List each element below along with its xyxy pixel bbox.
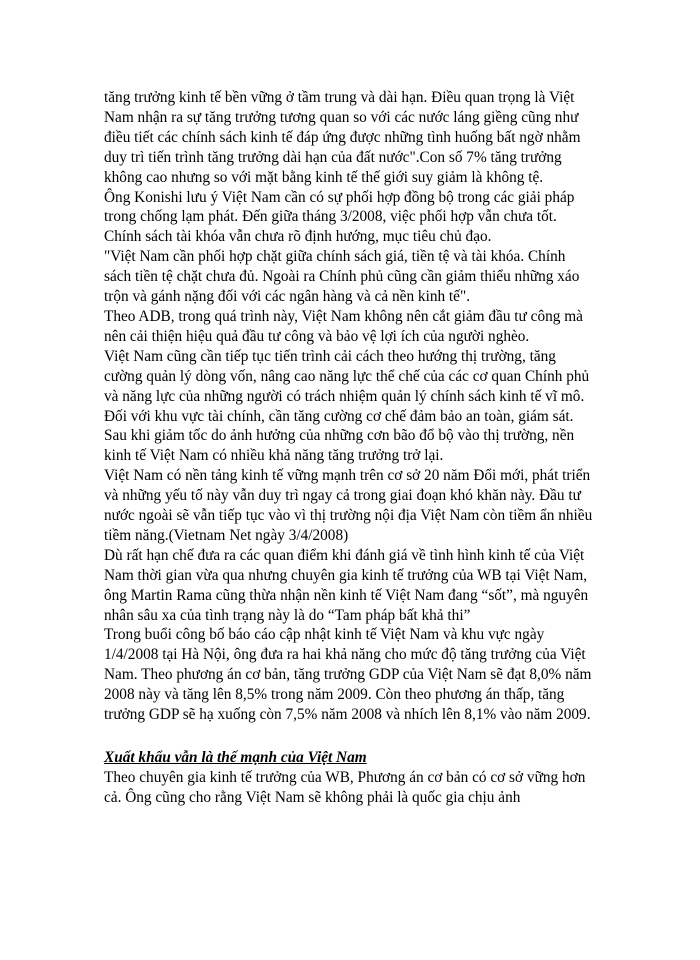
paragraph-6: Sau khi giảm tốc do ảnh hưởng của những cơn bão đổ bộ vào thị trường, nền kinh tế Việt Nam có nhiều khả năng tăng trưởng trở lại. (104, 427, 575, 465)
paragraph-5: Việt Nam cũng cần tiếp tục tiến trình cải cách theo hướng thị trường, tăng cường quản lý dòng vốn, nâng cao năng lực thể chế của các cơ quan Chính phủ và năng lực của những người có trách nhiệm quản lý chính sách kinh tế vĩ mô. Đối với khu vực tài chính, cần tăng cường cơ chế đảm bảo an toàn, giám sát. (104, 347, 590, 425)
paragraph-7: Việt Nam có nền tảng kinh tế vững mạnh trên cơ sở 20 năm Đổi mới, phát triển và những yếu tố này vẫn duy trì ngay cả trong giai đoạn khó khăn này. Đầu tư nước ngoài sẽ vẫn tiếp tục vào vì thị trường nội địa Việt Nam còn tiềm ẩn nhiều tiềm năng.(Vietnam Net ngày 3/4/2008) (104, 467, 593, 544)
section-heading: Xuất khẩu vẫn là thế mạnh của Việt Nam (104, 749, 367, 766)
paragraph-2: Ông Konishi lưu ý Việt Nam cần có sự phối hợp đồng bộ trong các giải pháp trong chống lạm phát. Đến giữa tháng 3/2008, việc phối hợp vẫn chưa tốt. Chính sách tài khóa vẫn chưa rõ định hướng, mục tiêu chủ đạo. (104, 188, 575, 246)
paragraph-9: Trong buổi công bố báo cáo cập nhật kinh tế Việt Nam và khu vực ngày 1/4/2008 tại Hà Nội, ông đưa ra hai khả năng cho mức độ tăng trưởng của Việt Nam. Theo phương án cơ bản, tăng trưởng GDP của Việt Nam sẽ đạt 8,0% năm 2008 này và tăng lên 8,5% trong năm 2009. Còn theo phương án thấp, tăng trưởng GDP sẽ hạ xuống còn 7,5% năm 2008 và nhích lên 8,1% vào năm 2009. (104, 626, 592, 724)
paragraph-4: Theo ADB, trong quá trình này, Việt Nam không nên cắt giảm đầu tư công mà nên cải thiện hiệu quả đầu tư công và bảo vệ lợi ích của người nghèo. (104, 307, 583, 345)
paragraph-8: Dù rất hạn chế đưa ra các quan điểm khi đánh giá về tình hình kinh tế của Việt Nam thời gian vừa qua nhưng chuyên gia kinh tế trưởng của WB tại Việt Nam, ông Martin Rama cũng thừa nhận nền kinh tế Việt Nam đang “sốt”, mà nguyên nhân sâu xa của tình trạng này là do “Tam pháp bất khả thi” (104, 546, 589, 624)
paragraph-1: tăng trưởng kinh tế bền vững ở tầm trung và dài hạn. Điều quan trọng là Việt Nam nhận ra sự tăng trưởng tương quan so với các nước láng giềng cũng như điều tiết các chính sách kinh tế đáp ứng được những tình huống bất ngờ nhằm duy trì tiến trình tăng trưởng dài hạn của đất nước".Con số 7% tăng trưởng không cao nhưng so với mặt bằng kinh tế thế giới suy giảm là không tệ. (104, 89, 581, 186)
paragraph-3: "Việt Nam cần phối hợp chặt giữa chính sách giá, tiền tệ và tài khóa. Chính sách tiền tệ chặt chưa đủ. Ngoài ra Chính phủ cũng cần giảm thiểu những xáo trộn và gánh nặng đối với các ngân hàng và cả nền kinh tế". (104, 248, 580, 306)
document-body (104, 88, 594, 808)
paragraph-10: Theo chuyên gia kinh tế trưởng của WB, Phương án cơ bản có cơ sở vững hơn cả. Ông cũng cho rằng Việt Nam sẽ không phải là quốc gia chịu ảnh (104, 768, 586, 806)
